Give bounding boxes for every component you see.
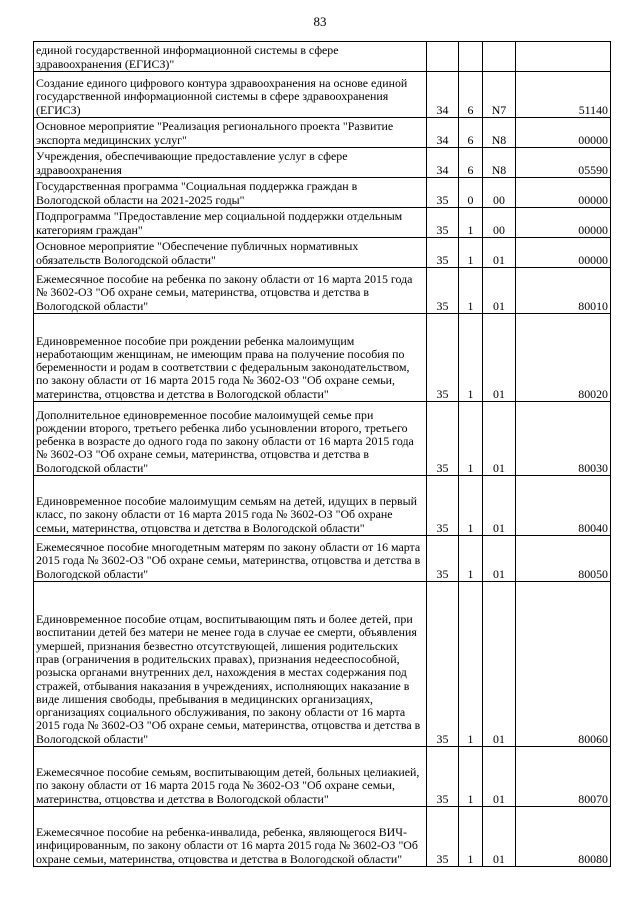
direction-code-cell: 80070 [516,747,611,807]
subprogram-code-cell: 1 [459,238,483,268]
direction-code-cell: 05590 [516,148,611,178]
subprogram-code-cell: 6 [459,72,483,118]
direction-code-cell: 80030 [516,402,611,476]
table-row [34,208,611,238]
direction-code-cell: 00000 [516,118,611,148]
row-name-cell: Государственная программа "Социальная поддержка граждан в Вологодской области на 2021-2025 годы" [34,178,427,208]
row-name-cell: единой государственной информационной системы в сфере здравоохранения (ЕГИСЗ)" [34,42,427,72]
activity-code-cell: N8 [483,118,516,148]
activity-code-cell: 00 [483,208,516,238]
table-row [34,72,611,118]
direction-code-cell: 80020 [516,314,611,402]
activity-code-cell [483,42,516,72]
activity-code-cell: 01 [483,238,516,268]
row-name-cell: Создание единого цифрового контура здравоохранения на основе единой государственной информационной системы в сфере здравоохранения (ЕГИСЗ) [34,72,427,118]
row-name-cell: Ежемесячное пособие на ребенка-инвалида, ребенка, являющегося ВИЧ-инфицированным, по закону области от 16 марта 2015 года № 3602-ОЗ "Об охране семьи, материнства, отцовства и детства в Вологодской области" [34,807,427,867]
program-code-cell: 34 [427,148,459,178]
table-row [34,178,611,208]
table-row [34,582,611,747]
subprogram-code-cell: 1 [459,582,483,747]
activity-code-cell: 01 [483,807,516,867]
row-name-cell: Основное мероприятие "Реализация регионального проекта "Развитие экспорта медицинских услуг" [34,118,427,148]
subprogram-code-cell: 0 [459,178,483,208]
program-code-cell: 35 [427,238,459,268]
program-code-cell: 35 [427,747,459,807]
row-name-cell: Ежемесячное пособие на ребенка по закону области от 16 марта 2015 года № 3602-ОЗ "Об охране семьи, материнства, отцовства и детства в Вологодской области" [34,268,427,314]
subprogram-code-cell [459,42,483,72]
table-row [34,42,611,72]
table-row [34,148,611,178]
program-code-cell: 35 [427,314,459,402]
activity-code-cell: 01 [483,314,516,402]
direction-code-cell: 51140 [516,72,611,118]
activity-code-cell: 01 [483,747,516,807]
table-row [34,402,611,476]
direction-code-cell: 80050 [516,536,611,582]
subprogram-code-cell: 1 [459,476,483,536]
direction-code-cell: 80080 [516,807,611,867]
program-code-cell: 34 [427,72,459,118]
activity-code-cell: 00 [483,178,516,208]
subprogram-code-cell: 6 [459,118,483,148]
table-row [34,476,611,536]
activity-code-cell: N7 [483,72,516,118]
subprogram-code-cell: 1 [459,807,483,867]
subprogram-code-cell: 1 [459,268,483,314]
subprogram-code-cell: 1 [459,747,483,807]
program-code-cell: 35 [427,807,459,867]
table-row [34,747,611,807]
direction-code-cell: 80010 [516,268,611,314]
activity-code-cell: 01 [483,536,516,582]
program-code-cell: 35 [427,476,459,536]
activity-code-cell: 01 [483,582,516,747]
direction-code-cell: 00000 [516,208,611,238]
subprogram-code-cell: 1 [459,314,483,402]
program-code-cell: 34 [427,118,459,148]
activity-code-cell: 01 [483,268,516,314]
row-name-cell: Ежемесячное пособие семьям, воспитывающим детей, больных целиакией, по закону области от 16 марта 2015 года № 3602-ОЗ "Об охране семьи, материнства, отцовства и детства в Вологодской области" [34,747,427,807]
row-name-cell: Дополнительное единовременное пособие малоимущей семье при рождении второго, третьего ребенка либо усыновлении второго, третьего ребенка в возрасте до одного года по закону области от 16 марта 2015 года № 3602-ОЗ "Об охране семьи, материнства, отцовства и детства в Вологодской области" [34,402,427,476]
subprogram-code-cell: 6 [459,148,483,178]
program-code-cell: 35 [427,536,459,582]
subprogram-code-cell: 1 [459,536,483,582]
activity-code-cell: 01 [483,476,516,536]
table-row [34,118,611,148]
row-name-cell: Единовременное пособие малоимущим семьям на детей, идущих в первый класс, по закону области от 16 марта 2015 года № 3602-ОЗ "Об охране семьи, материнства, отцовства и детства в Вологодской области" [34,476,427,536]
table-row [34,314,611,402]
table-row [34,536,611,582]
direction-code-cell: 00000 [516,178,611,208]
table-row [34,238,611,268]
direction-code-cell [516,42,611,72]
row-name-cell: Подпрограмма "Предоставление мер социальной поддержки отдельным категориям граждан" [34,208,427,238]
page-number: 83 [313,14,327,29]
activity-code-cell: 01 [483,402,516,476]
program-code-cell: 35 [427,402,459,476]
direction-code-cell: 00000 [516,238,611,268]
row-name-cell: Единовременное пособие отцам, воспитывающим пять и более детей, при воспитании детей без матери не менее года в случае ее смерти, объявления умершей, признания безвестно отсутствующей, лишения родительских прав (ограничения в родительских правах), признания недееспособной, розыска органами внутренних дел, нахождения в местах содержания под стражей, отбывания наказания в учреждениях, исполняющих наказание в виде лишения свободы, пребывания в медицинских организациях, организациях социального обслуживания, по закону области от 16 марта 2015 года № 3602-ОЗ "Об охране семьи, материнства, отцовства и детства в Вологодской области" [34,582,427,747]
program-code-cell: 35 [427,268,459,314]
row-name-cell: Основное мероприятие "Обеспечение публичных нормативных обязательств Вологодской области" [34,238,427,268]
subprogram-code-cell: 1 [459,208,483,238]
program-code-cell [427,42,459,72]
table-row [34,807,611,867]
direction-code-cell: 80040 [516,476,611,536]
budget-classification-table [33,41,611,867]
program-code-cell: 35 [427,178,459,208]
table-row [34,268,611,314]
program-code-cell: 35 [427,208,459,238]
subprogram-code-cell: 1 [459,402,483,476]
program-code-cell: 35 [427,582,459,747]
row-name-cell: Ежемесячное пособие многодетным матерям по закону области от 16 марта 2015 года № 3602-ОЗ "Об охране семьи, материнства, отцовства и детства в Вологодской области" [34,536,427,582]
activity-code-cell: N8 [483,148,516,178]
row-name-cell: Единовременное пособие при рождении ребенка малоимущим неработающим женщинам, не имеющим права на получение пособия по беременности и родам в соответствии с федеральным законодательством, по закону области от 16 марта 2015 года № 3602-ОЗ "Об охране семьи, материнства, отцовства и детства в Вологодской области" [34,314,427,402]
direction-code-cell: 80060 [516,582,611,747]
row-name-cell: Учреждения, обеспечивающие предоставление услуг в сфере здравоохранения [34,148,427,178]
